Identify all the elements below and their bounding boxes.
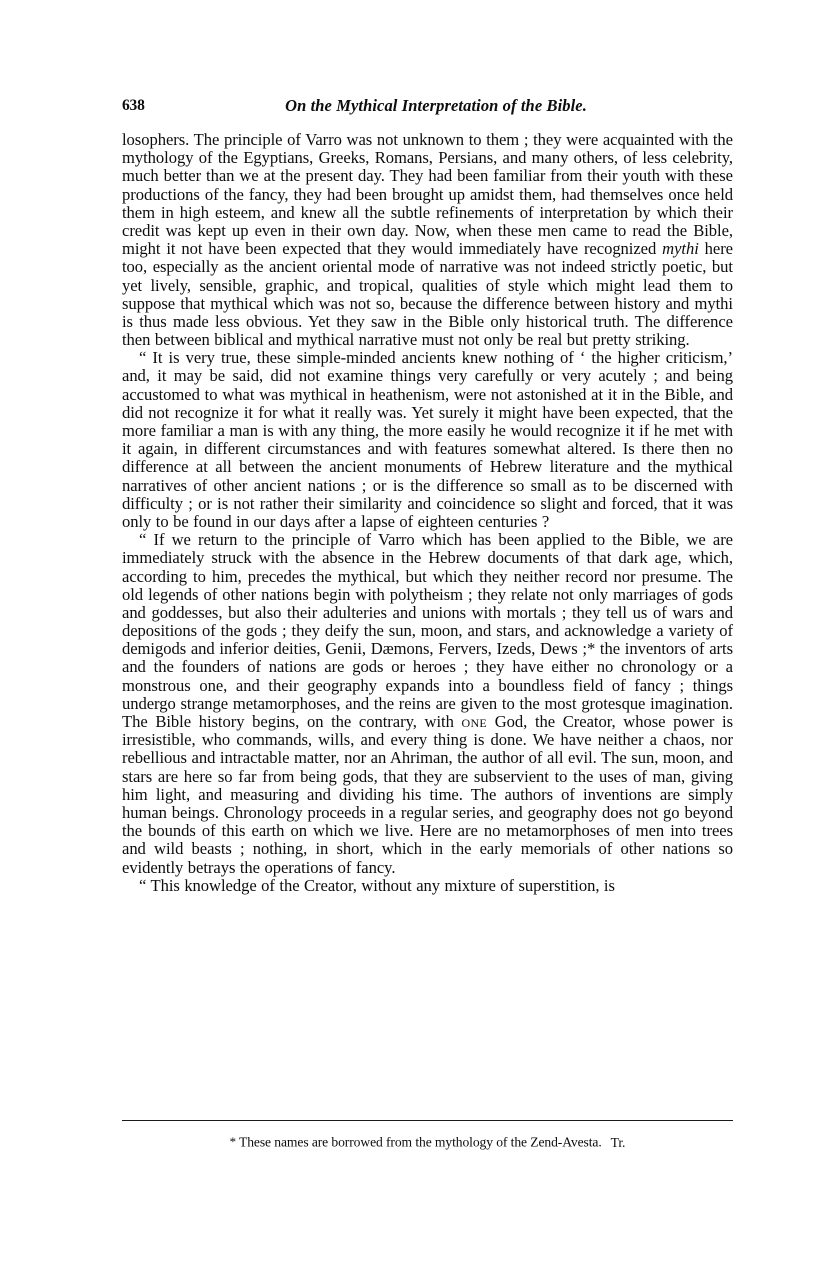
footnote-separator-rule [122,1120,733,1121]
paragraph-1-part-b: here too, especially as the ancient oriental mode of narrative was not indeed strictly poetic, but yet lively, sensible, graphic, and tropical, qualities of style which might lead them to suppose that mythical which was not so, because the difference between history and mythi is thus made less obvious. Yet they saw in the Bible only historical truth. The difference then between biblical and mythical narrative must not only be real but pretty striking. [122,239,734,350]
paragraph-2: “ It is very true, these simple-minded ancients knew nothing of ‘ the higher criticism,’ and, it may be said, did not examine things very carefully or very acutely ; and being accustomed to what was mythical in heathenism, were not astonished at it in the Bible, and did not recognize it for what it really was. Yet surely it might have been expected, that the more familiar a man is with any thing, the more easily he would recognize it if he met with it again, in different circumstances and with features somewhat altered. Is there then no difference at all between the ancient monuments of Hebrew literature and the mythical narratives of other ancient nations ; or is the difference so small as to be discerned with difficulty ; or is not rather their similarity and coincidence so slight and forced, that it was only to be found in our days after a lapse of eighteen centuries ? [122,348,733,531]
paragraph-3-part-b: the inventors of arts and the founders of nations are gods or heroes ; they have either no chronology or a monstrous one, and their geography expands into a boundless field of fancy ; things undergo strange metamorphoses, and the reins are given to the most grotesque imagination. The Bible history begins, on the contrary, with [122,639,734,731]
paragraph-3-part-c: God, the Creator, whose power is irresistible, who commands, wills, and every thing is done. We have neither a chaos, nor rebellious and intractable matter, nor an Ahriman, the author of all evil. The sun, moon, and stars are here so far from being gods, that they are subservient to the uses of man, giving him light, and measuring and dividing his time. The authors of inventions are simply human beings. Chronology proceeds in a regular series, and geography does not go beyond the bounds of this earth on which we live. Here are no metamorphoses of men into trees and wild beasts ; nothing, in short, which in the early memorials of other nations so evidently betrays the operations of fancy. [122,712,733,877]
footnote [122,1133,733,1151]
paragraph-1 [122,131,733,349]
running-head [122,96,732,118]
page-number: 638 [122,97,145,114]
running-title: On the Mythical Interpretation of the Bible. [285,96,587,115]
footnote-text: These names are borrowed from the mythology of the Zend-Avesta. [239,1134,602,1150]
italic-term-mythi: mythi [662,239,699,259]
footnote-signature: Tr. [610,1134,626,1150]
paragraph-3 [122,531,733,877]
footnote-reference-marker[interactable]: * [586,639,596,659]
paragraph-1-part-a: losophers. The principle of Varro was not unknown to them ; they were acquainted with the mythology of the Egyptians, Greeks, Romans, Persians, and many others, of less celebrity, much better than we at the present day. They had been familiar from their youth with these productions of the fancy, they had been brought up amidst them, had themselves once held them in high esteem, and knew all the subtle refinements of interpretation by which their credit was kept up even in their own day. Now, when these men came to read the Bible, might it not have been expected that they would immediately have recognized [122,130,733,259]
body-text-column [122,131,733,895]
smallcaps-one: one [461,712,488,731]
paragraph-3-part-a: “ If we return to the principle of Varro which has been applied to the Bible, we are immediately struck with the absence in the Hebrew documents of that dark age, which, according to him, precedes the mythical, but which they neither record nor presume. The old legends of other nations begin with polytheism ; they relate not only marriages of gods and goddesses, but also their adulteries and unions with mortals ; they tell us of wars and depositions of the gods ; they deify the sun, moon, and stars, and acknowledge a variety of demigods and inferior deities, Genii, Dæmons, Fervers, Izeds, Dews ; [122,530,733,659]
paragraph-4: “ This knowledge of the Creator, without any mixture of superstition, is [139,875,615,895]
footnote-marker: * [229,1134,237,1149]
